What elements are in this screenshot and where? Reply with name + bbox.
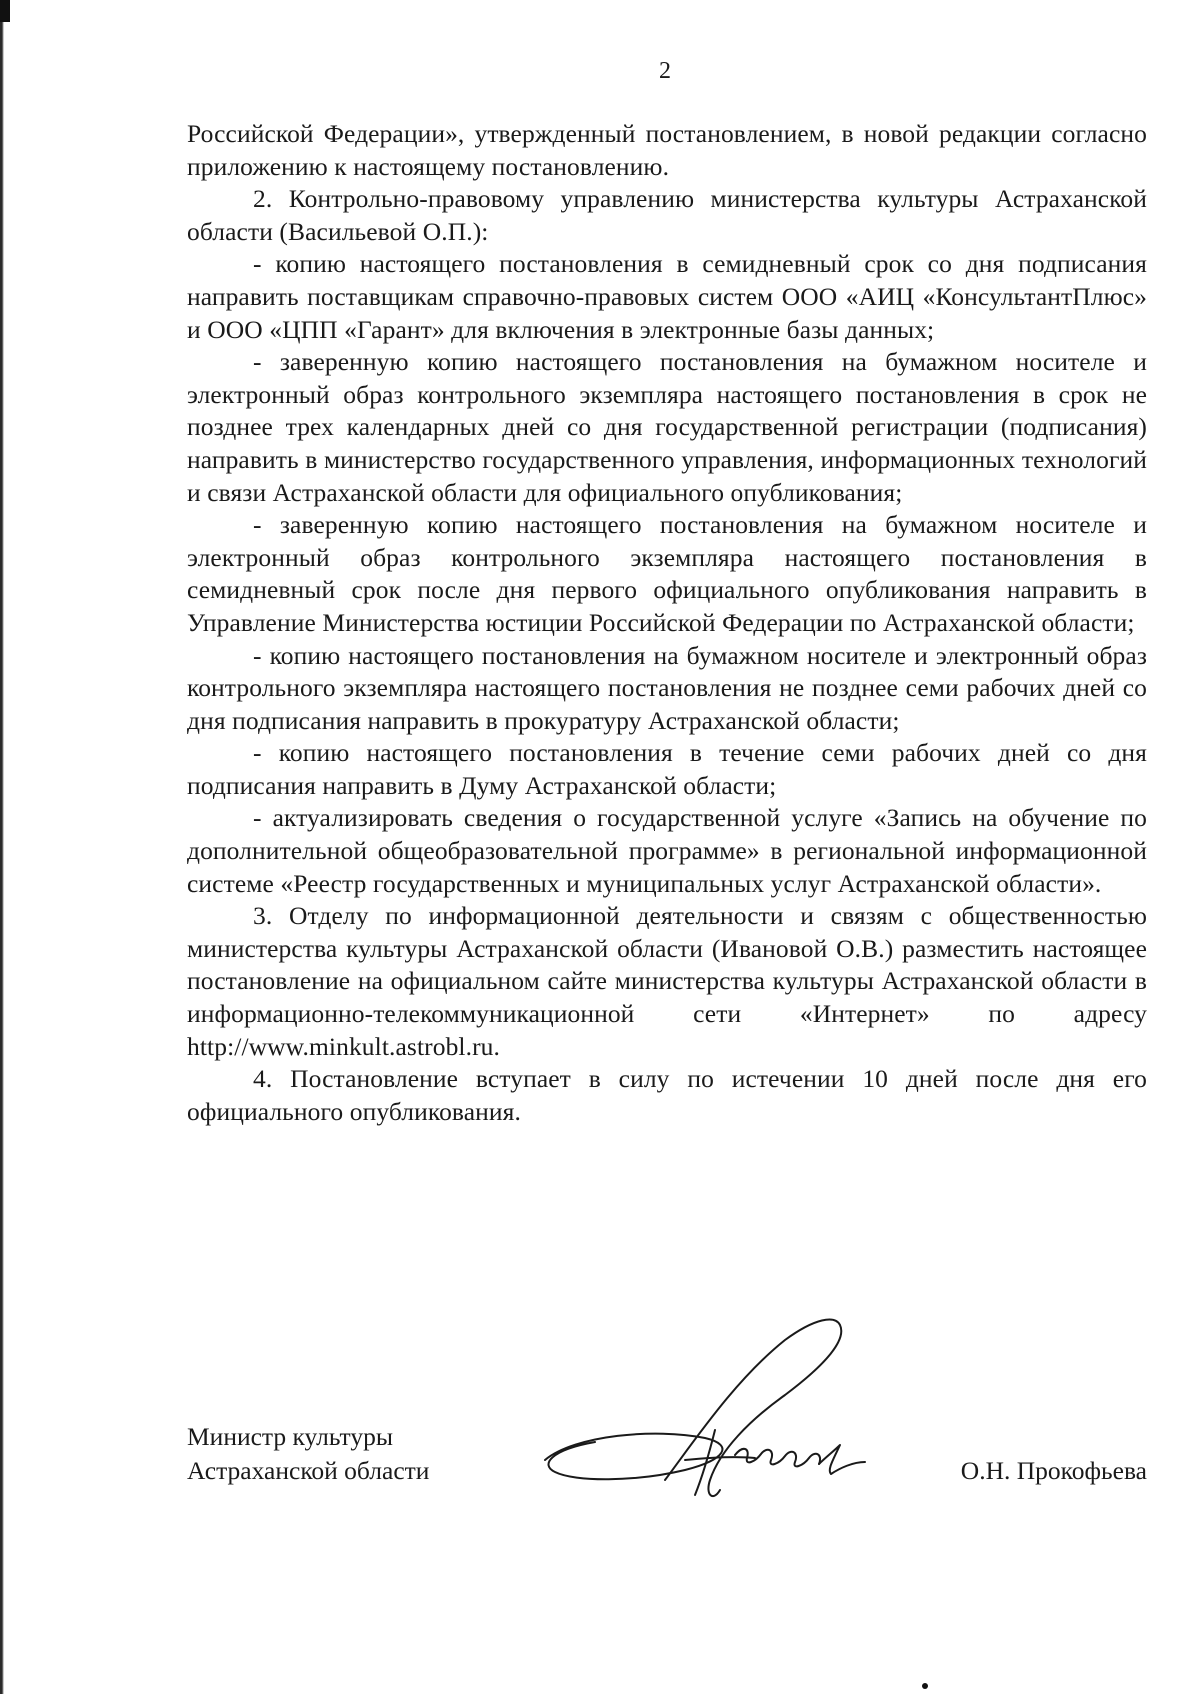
signer-name: О.Н. Прокофьева — [960, 1456, 1147, 1485]
scan-corner-mark — [0, 0, 10, 22]
scan-speck — [922, 1683, 928, 1689]
paragraph-subitem-publication: - заверенную копию настоящего постановления на бумажном носителе и электронный образ контрольного экземпляра настоящего постановления в срок не позднее трех календарных дней со дня государственной регистрации (подписания) направить в министерство государственного управления, информационных технологий и связи Астраханской области для официального опубликования; — [187, 347, 1147, 507]
scan-edge-line — [0, 0, 4, 1694]
paragraph-subitem-duma: - копию настоящего постановления в течение семи рабочих дней со дня подписания направить в Думу Астраханской области; — [187, 738, 1147, 800]
signer-position — [187, 1420, 429, 1488]
signer-position-line-1: Министр культуры — [187, 1422, 393, 1451]
paragraph-subitem-justice: - заверенную копию настоящего постановления на бумажном носителе и электронный образ контрольного экземпляра настоящего постановления в семидневный срок после дня первого официального опубликования направить в Управление Министерства юстиции Российской Федерации по Астраханской области; — [187, 510, 1147, 637]
paragraph-subitem-registry: - актуализировать сведения о государственной услуге «Запись на обучение по дополнительной общеобразовательной программе» в региональной информационной системе «Реестр государственных и муниципальных услуг Астраханской области». — [187, 803, 1147, 898]
paragraph-item-2: 2. Контрольно-правовому управлению министерства культуры Астраханской области (Васильевой О.П.): — [187, 184, 1147, 246]
paragraph-item-3: 3. Отделу по информационной деятельности и связям с общественностью министерства культуры Астраханской области (Ивановой О.В.) разместить настоящее постановление на официальном сайте министерства культуры Астраханской области в информационно-телекоммуникационной сети «Интернет» по адресу http://www.minkult.astrobl.ru. — [187, 901, 1147, 1061]
page-number: 2 — [659, 58, 671, 84]
signer-position-line-2: Астраханской области — [187, 1456, 430, 1485]
document-body — [187, 118, 1147, 1128]
paragraph-item-4: 4. Постановление вступает в силу по истечении 10 дней после дня его официального опубликования. — [187, 1064, 1147, 1126]
signature-block — [187, 1420, 1147, 1510]
paragraph-subitem-prosecutor: - копию настоящего постановления на бумажном носителе и электронный образ контрольного экземпляра настоящего постановления не позднее семи рабочих дней со дня подписания направить в прокуратуру Астраханской области; — [187, 640, 1147, 735]
paragraph-subitem-consultant: - копию настоящего постановления в семидневный срок со дня подписания направить поставщикам справочно-правовых систем ООО «АИЦ «КонсультантПлюс» и ООО «ЦПП «Гарант» для включения в электронные базы данных; — [187, 249, 1147, 344]
paragraph-continuation: Российской Федерации», утвержденный постановлением, в новой редакции согласно приложению к настоящему постановлению. — [187, 119, 1147, 181]
